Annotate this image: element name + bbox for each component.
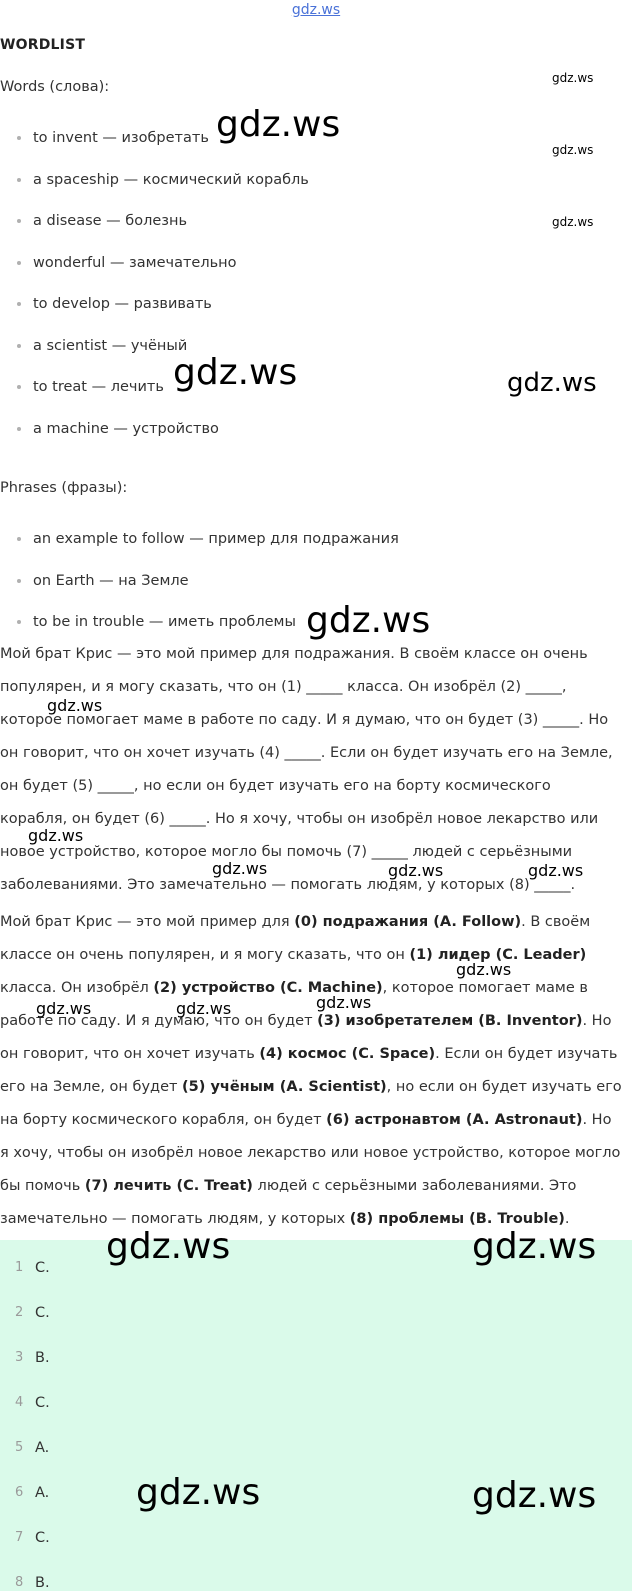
watermark: gdz.ws [136,1472,261,1513]
wordlist-heading: WORDLIST [0,37,86,53]
watermark: gdz.ws [173,352,298,393]
site-link[interactable]: gdz.ws [291,2,341,18]
word-item: a scientist — учёный [0,334,620,376]
word-item: a spaceship — космический корабль [0,168,620,210]
word-item: to invent — изобретать [0,126,620,168]
watermark: gdz.ws [212,859,268,878]
phrase-item: to be in trouble — иметь проблемы [0,610,620,652]
watermark: gdz.ws [528,861,584,880]
watermark: gdz.ws [216,104,341,145]
watermark: gdz.ws [176,999,232,1018]
watermark: gdz.ws [47,696,103,715]
watermark: gdz.ws [36,999,92,1018]
watermark: gdz.ws [507,368,597,398]
words-list [0,126,620,458]
task-paragraph: Мой брат Крис — это мой пример для подражания. В своём классе он очень популярен, и я могу сказать, что он (1) _____ класса. Он изобрёл (2) _____, которое помогает маме в работе по саду. И я думаю, что он будет (3) _____. Но он говорит, что он хочет изучать (4) _____. Если он будет изучать его на Земле, он будет (5) _____, но если он будет изучать его на борту космического корабля, он будет (6) _____. Но я хочу, чтобы он изобрёл новое лекарство или новое устройство, которое могло бы помочь (7) _____ людей с серьёзными заболеваниями. Это замечательно — помогать людям, у которых (8) _____. [0,646,613,893]
watermark: gdz.ws [306,600,431,641]
watermark: gdz.ws [552,215,594,229]
word-item: a disease — болезнь [0,209,620,251]
words-label: Words (слова): [0,79,110,95]
phrases-label: Phrases (фразы): [0,480,128,496]
watermark: gdz.ws [472,1226,597,1267]
watermark: gdz.ws [456,960,512,979]
watermark: gdz.ws [28,826,84,845]
word-item: to develop — развивать [0,292,620,334]
phrase-item: on Earth — на Земле [0,569,620,611]
watermark: gdz.ws [552,71,594,85]
watermark: gdz.ws [106,1226,231,1267]
phrase-item: an example to follow — пример для подражания [0,527,620,569]
answer-paragraph: Мой брат Крис — это мой пример для (0) подражания (A. Follow). В своём классе он очень популярен, и я могу сказать, что он (1) лидер (C. Leader) класса. Он изобрёл (2) устройство (C. Machine), которое помогает маме в работе по саду. И я думаю, что он будет (3) изобретателем (B. Inventor). Но он говорит, что он хочет изучать (4) космос (C. Space). Если он будет изучать его на Земле, он будет (5) учёным (A. Scientist), но если он будет изучать его на борту космического корабля, он будет (6) астронавтом (A. Astronaut). Но я хочу, чтобы он изобрёл новое лекарство или новое устройство, которое могло бы помочь (7) лечить (C. Treat) людей с серьёзными заболеваниями. Это замечательно — помогать людям, у которых (8) проблемы (B. Trouble). [0,914,622,1227]
watermark: gdz.ws [472,1475,597,1516]
watermark: gdz.ws [552,143,594,157]
watermark: gdz.ws [316,993,372,1012]
watermark: gdz.ws [388,861,444,880]
word-item: wonderful — замечательно [0,251,620,293]
word-item: a machine — устройство [0,417,620,459]
answer-key: 1 C. 2 C. 3 B. 4 C. 5 A. 6 A. 7 C. 8 B. [0,1240,632,1591]
word-item: to treat — лечить [0,375,620,417]
